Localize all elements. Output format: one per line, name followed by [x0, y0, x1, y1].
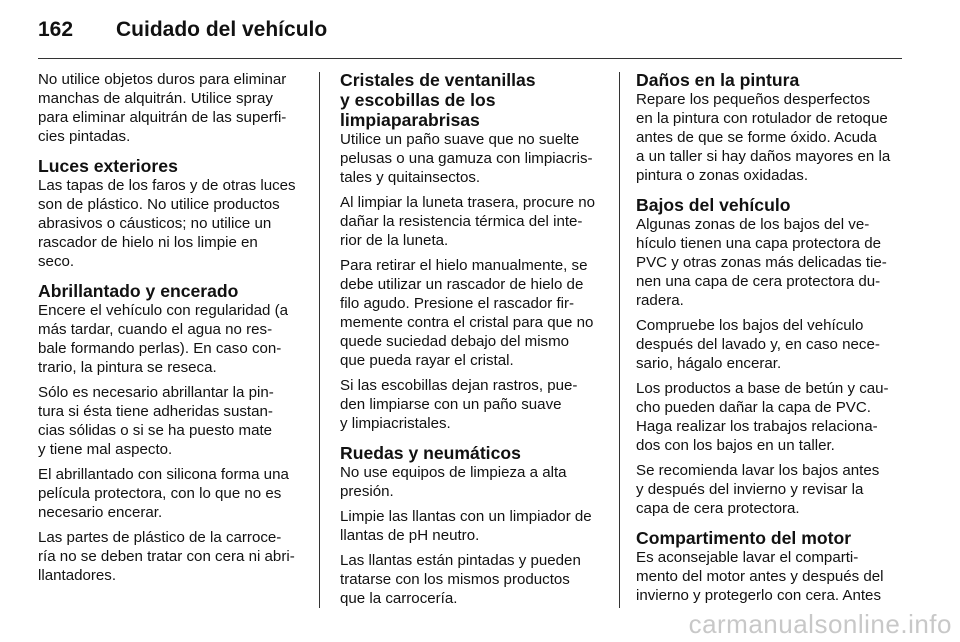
paragraph [38, 301, 306, 377]
text-line: hículo tienen una capa protectora de [636, 235, 882, 252]
text-line: tales y quitainsectos. [340, 169, 481, 186]
paragraph [340, 463, 608, 501]
text-column-2 [340, 70, 608, 614]
watermark: carmanualsonline.info [688, 609, 952, 639]
paragraph [636, 90, 904, 185]
text-line: Bajos del vehículo [636, 195, 791, 215]
text-line: Abrillantado y encerado [38, 281, 239, 301]
text-line: que la carrocería. [340, 590, 458, 607]
text-line: Las tapas de los faros y de otras luces [38, 177, 296, 194]
text-line: presión. [340, 483, 394, 500]
text-line: llantadores. [38, 567, 117, 584]
paragraph [340, 130, 608, 187]
text-line: más tardar, cuando el agua no res- [38, 321, 273, 338]
paragraph [340, 551, 608, 608]
section-heading [340, 70, 608, 130]
text-line: nen una capa de cera protectora du- [636, 273, 881, 290]
paragraph [636, 548, 904, 605]
text-line: Repare los pequeños desperfectos [636, 91, 871, 108]
text-line: rascador de hielo ni los limpie en [38, 234, 258, 251]
text-line: que pueda rayar el cristal. [340, 352, 514, 369]
text-line: y limpiacristales. [340, 415, 451, 432]
text-line: bale formando perlas). En caso con- [38, 340, 282, 357]
text-line: Si las escobillas dejan rastros, pue- [340, 377, 578, 394]
text-line: filo agudo. Presione el rascador fir- [340, 295, 575, 312]
text-line: trario, la pintura se reseca. [38, 359, 217, 376]
text-line: radera. [636, 292, 684, 309]
text-line: pintura o zonas oxidadas. [636, 167, 809, 184]
text-line: debe utilizar un rascador de hielo de [340, 276, 584, 293]
text-line: abrasivos o cáusticos; no utilice un [38, 215, 272, 232]
header-rule [38, 58, 902, 59]
text-line: quede suciedad debajo del mismo [340, 333, 570, 350]
text-line: en la pintura con rotulador de retoque [636, 110, 888, 127]
section-heading [38, 281, 306, 301]
section-heading [636, 195, 904, 215]
text-line: invierno y protegerlo con cera. Antes [636, 587, 881, 604]
text-line: y después del invierno y revisar la [636, 481, 864, 498]
text-line: Limpie las llantas con un limpiador de [340, 508, 592, 525]
paragraph [340, 376, 608, 433]
text-line: Es aconsejable lavar el comparti- [636, 549, 859, 566]
text-line: tura si ésta tiene adheridas sustan- [38, 403, 273, 420]
page-header [38, 14, 902, 58]
text-line: PVC y otras zonas más delicadas tie- [636, 254, 887, 271]
text-line: antes de que se forme óxido. Acuda [636, 129, 877, 146]
text-line: manchas de alquitrán. Utilice spray [38, 90, 273, 107]
text-line: No utilice objetos duros para eliminar [38, 71, 287, 88]
paragraph [636, 461, 904, 518]
text-line: sario, hágalo encerar. [636, 355, 782, 372]
paragraph [38, 528, 306, 585]
page-number: 162 [38, 18, 74, 41]
text-line: capa de cera protectora. [636, 500, 800, 517]
text-line: dos con los bajos en un taller. [636, 437, 835, 454]
text-line: Al limpiar la luneta trasera, procure no [340, 194, 596, 211]
text-column-3 [636, 70, 904, 611]
text-line: mento del motor antes y después del [636, 568, 884, 585]
text-line: memente contra el cristal para que no [340, 314, 594, 331]
text-line: Para retirar el hielo manualmente, se [340, 257, 588, 274]
text-line: Las partes de plástico de la carroce- [38, 529, 282, 546]
text-line: Cristales de ventanillas [340, 70, 536, 90]
text-line: llantas de pH neutro. [340, 527, 480, 544]
text-line: cies pintadas. [38, 128, 131, 145]
page-title: Cuidado del vehículo [116, 18, 328, 41]
text-line: ría no se deben tratar con cera ni abri- [38, 548, 295, 565]
section-heading [38, 156, 306, 176]
text-line: Compartimento del motor [636, 528, 852, 548]
text-line: necesario encerar. [38, 504, 163, 521]
text-line: den limpiarse con un paño suave [340, 396, 562, 413]
text-line: Los productos a base de betún y cau- [636, 380, 889, 397]
text-line: No use equipos de limpieza a alta [340, 464, 567, 481]
paragraph [38, 70, 306, 146]
text-line: tratarse con los mismos productos [340, 571, 570, 588]
text-line: Sólo es necesario abrillantar la pin- [38, 384, 274, 401]
text-line: después del lavado y, en caso nece- [636, 336, 880, 353]
text-line: y escobillas de los [340, 90, 496, 110]
text-line: Luces exteriores [38, 156, 178, 176]
paragraph [38, 383, 306, 459]
text-line: rior de la luneta. [340, 232, 449, 249]
text-line: Compruebe los bajos del vehículo [636, 317, 864, 334]
text-line: Ruedas y neumáticos [340, 443, 521, 463]
paragraph [636, 379, 904, 455]
text-line: cias sólidas o si se ha puesto mate [38, 422, 273, 439]
text-line: dañar la resistencia térmica del inte- [340, 213, 583, 230]
paragraph [636, 215, 904, 310]
text-line: pelusas o una gamuza con limpiacris- [340, 150, 593, 167]
column-divider [619, 72, 620, 608]
paragraph [340, 193, 608, 250]
section-heading [636, 528, 904, 548]
text-line: Se recomienda lavar los bajos antes [636, 462, 880, 479]
paragraph [340, 256, 608, 370]
text-line: seco. [38, 253, 75, 270]
text-line: película protectora, con lo que no es [38, 485, 282, 502]
text-line: Utilice un paño suave que no suelte [340, 131, 580, 148]
text-line: a un taller si hay daños mayores en la [636, 148, 891, 165]
text-line: para eliminar alquitrán de las superfi- [38, 109, 287, 126]
section-heading [340, 443, 608, 463]
text-line: Daños en la pintura [636, 70, 800, 90]
text-line: cho pueden dañar la capa de PVC. [636, 399, 871, 416]
paragraph [340, 507, 608, 545]
text-column-1 [38, 70, 306, 591]
text-line: Las llantas están pintadas y pueden [340, 552, 581, 569]
paragraph [38, 176, 306, 271]
paragraph [38, 465, 306, 522]
column-divider [319, 72, 320, 608]
text-line: El abrillantado con silicona forma una [38, 466, 289, 483]
paragraph [636, 316, 904, 373]
text-line: limpiaparabrisas [340, 110, 480, 130]
text-line: Algunas zonas de los bajos del ve- [636, 216, 870, 233]
text-line: son de plástico. No utilice productos [38, 196, 280, 213]
section-heading [636, 70, 904, 90]
text-line: y tiene mal aspecto. [38, 441, 173, 458]
text-line: Encere el vehículo con regularidad (a [38, 302, 289, 319]
text-line: Haga realizar los trabajos relaciona- [636, 418, 878, 435]
